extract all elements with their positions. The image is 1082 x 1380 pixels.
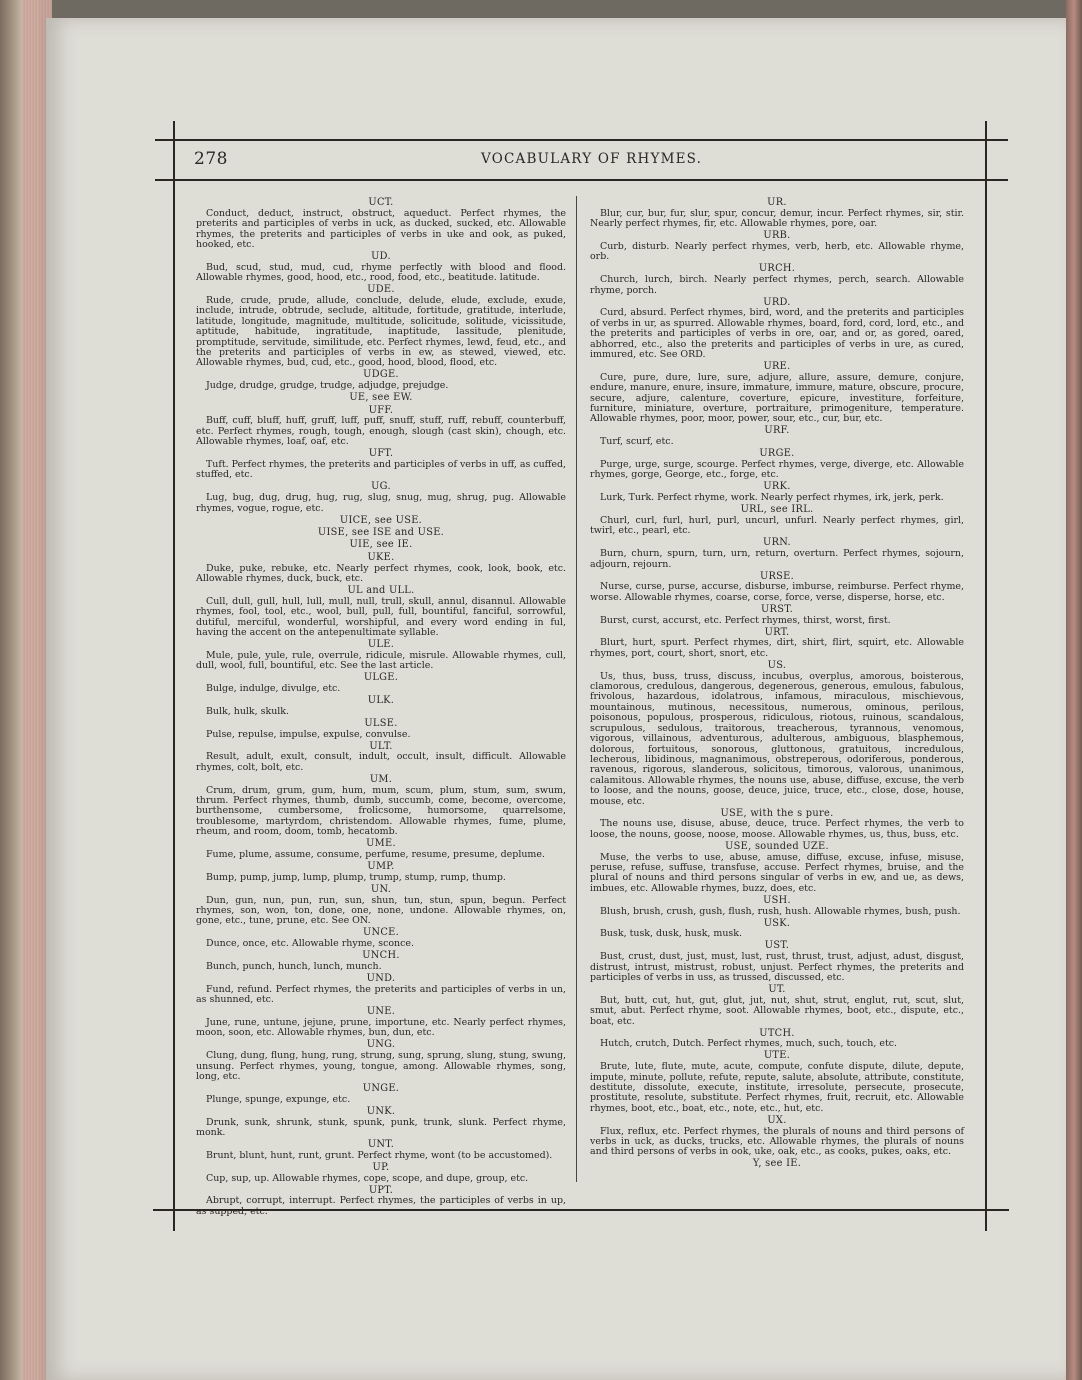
rhyme-entry bbox=[590, 482, 964, 503]
rhyme-entry bbox=[196, 1186, 566, 1218]
rhyme-entry bbox=[196, 1140, 566, 1161]
rhyme-entry bbox=[590, 605, 964, 626]
rhyme-heading: URB. bbox=[763, 230, 791, 242]
rhyme-text: Bulge, indulge, divulge, etc. bbox=[206, 683, 341, 695]
rhyme-text: Muse, the verbs to use, abuse, amuse, diffuse, excuse, infuse, misuse, peruse, refuse, suffuse, transfuse, accuse. Perfect rhymes, bruise, and the plural of nouns and third persons singular of verbs in ew, and ue, as dews, imbues, etc. Allowable rhymes, buzz, does, etc. bbox=[590, 851, 964, 894]
rhyme-text: Clung, dung, flung, hung, rung, strung, sung, sprung, slung, stung, swung, unsung. Perfect rhymes, young, tongue, among. Allowable rhymes, song, long, etc. bbox=[196, 1050, 566, 1083]
rhyme-entry bbox=[590, 426, 964, 447]
rhyme-entry bbox=[590, 628, 964, 660]
rhyme-text: Dun, gun, nun, pun, run, sun, shun, tun, stun, spun, begun. Perfect rhymes, son, won, ton, done, one, none, undone. Allowable rhymes, on, gone, etc., tune, prune, etc. See ON. bbox=[196, 894, 566, 927]
rhyme-text: Church, lurch, birch. Nearly perfect rhymes, perch, search. Allowable rhyme, porch. bbox=[590, 274, 964, 296]
rhyme-entry bbox=[196, 1163, 566, 1184]
rhyme-entry bbox=[590, 1116, 964, 1158]
rhyme-text: June, rune, untune, jejune, prune, importune, etc. Nearly perfect rhymes, moon, soon, etc. Allowable rhymes, bun, dun, etc. bbox=[196, 1017, 566, 1039]
rhyme-heading: UST. bbox=[764, 940, 790, 952]
frame-right-rule bbox=[985, 121, 987, 1231]
rhyme-heading: UTE. bbox=[763, 1050, 791, 1062]
rhyme-entry bbox=[196, 285, 566, 369]
rhyme-heading: UMP. bbox=[367, 861, 395, 873]
rhyme-text: Crum, drum, grum, gum, hum, mum, scum, plum, stum, sum, swum, thrum. Perfect rhymes, thumb, dumb, succumb, come, become, overcome, burthensome, cumbersome, frolicsome, humorsome, quarrelsome, troublesome, martyrdom, christendom. Allowable rhymes, fume, plume, rheum, and room, doom, tomb, hecatomb. bbox=[196, 784, 566, 838]
frame-left-rule bbox=[173, 121, 175, 1231]
rhyme-text: Rude, crude, prude, allude, conclude, delude, elude, exclude, exude, include, intrude, obtrude, seclude, altitude, fortitude, gratitude, interlude, latitude, longitude, magnitude, multitude, solicitude, solitude, vicissitude, aptitude, habitude, ingratitude, inaptitude, lassitude, plenitude, promptitude, servitude, similitude, etc. Perfect rhymes, lewd, feud, etc., and the preterits and participles of verbs in ew, as stewed, viewed, etc. Allowable rhymes, bud, cud, etc., good, hood, blood, flood, etc. bbox=[196, 295, 566, 369]
rhyme-entry bbox=[196, 742, 566, 774]
rhyme-text: But, butt, cut, hut, gut, glut, jut, nut, shut, strut, englut, rut, scut, slut, smut, abut. Perfect rhyme, soot. Allowable rhymes, boot, etc., dispute, etc., boat, etc. bbox=[590, 994, 964, 1027]
rhyme-entry bbox=[196, 862, 566, 883]
rhyme-text: Blush, brush, crush, gush, flush, rush, hush. Allowable rhymes, bush, push. bbox=[600, 905, 961, 917]
rhyme-entry bbox=[196, 482, 566, 514]
rhyme-text: Buff, cuff, bluff, huff, gruff, luff, puff, snuff, stuff, ruff, rebuff, counterbuff, etc. Perfect rhymes, rough, tough, enough, slough (cast skin), chough, etc. Allowable rhymes, loaf, oaf, etc. bbox=[196, 415, 566, 448]
rhyme-entry bbox=[590, 198, 964, 230]
rhyme-heading: UL and ULL. bbox=[347, 585, 415, 597]
rhyme-text: The nouns use, disuse, abuse, deuce, truce. Perfect rhymes, the verb to loose, the nouns, goose, noose, moose. Allowable rhymes, us, thus, buss, etc. bbox=[590, 818, 964, 840]
rhyme-text: Lurk, Turk. Perfect rhyme, work. Nearly perfect rhymes, irk, jerk, perk. bbox=[600, 492, 944, 504]
rhyme-entry bbox=[590, 941, 964, 983]
frame-top-rule bbox=[155, 139, 1008, 141]
rhyme-heading: UG. bbox=[371, 481, 391, 493]
rhyme-entry bbox=[196, 370, 566, 391]
rhyme-heading: UX. bbox=[767, 1114, 787, 1126]
rhyme-heading: ULGE. bbox=[363, 672, 399, 684]
column-separator bbox=[576, 196, 577, 1182]
rhyme-heading: UPT. bbox=[368, 1184, 394, 1196]
rhyme-heading: UKE. bbox=[367, 551, 395, 563]
right-column bbox=[590, 198, 964, 1172]
rhyme-heading: UDE. bbox=[367, 284, 395, 296]
running-title: VOCABULARY OF RHYMES. bbox=[481, 151, 703, 167]
rhyme-entry bbox=[196, 696, 566, 717]
rhyme-entry bbox=[590, 505, 964, 537]
rhyme-heading: UN. bbox=[370, 883, 392, 895]
rhyme-heading: URGE. bbox=[759, 448, 795, 460]
rhyme-heading: UISE, see ISE and USE. bbox=[317, 527, 445, 539]
rhyme-heading: UCT. bbox=[368, 197, 394, 208]
rhyme-heading: URE. bbox=[763, 361, 791, 373]
rhyme-text: Hutch, crutch, Dutch. Perfect rhymes, much, such, touch, etc. bbox=[600, 1038, 898, 1050]
rhyme-heading: UM. bbox=[369, 773, 393, 785]
rhyme-text: Curb, disturb. Nearly perfect rhymes, verb, herb, etc. Allowable rhyme, orb. bbox=[590, 241, 964, 263]
rhyme-heading: USH. bbox=[763, 894, 791, 906]
rhyme-heading: ULE. bbox=[367, 639, 395, 651]
rhyme-heading: UND. bbox=[366, 973, 396, 985]
rhyme-text: Mule, pule, yule, rule, overrule, ridicule, misrule. Allowable rhymes, cull, dull, wool, full, bountiful, etc. See the last article. bbox=[196, 649, 566, 672]
rhyme-entry bbox=[196, 885, 566, 927]
rhyme-text: Burst, curst, accurst, etc. Perfect rhymes, thirst, worst, first. bbox=[600, 614, 891, 626]
rhyme-heading: UICE, see USE. bbox=[339, 514, 423, 526]
rhyme-entry bbox=[590, 449, 964, 481]
rhyme-entry bbox=[590, 298, 964, 361]
rhyme-entry bbox=[196, 406, 566, 448]
rhyme-entry bbox=[590, 231, 964, 263]
rhyme-entry bbox=[590, 538, 964, 570]
rhyme-heading: USE, with the s pure. bbox=[720, 807, 834, 819]
rhyme-entry bbox=[196, 540, 566, 551]
rhyme-entry bbox=[196, 928, 566, 949]
page-number: 278 bbox=[194, 149, 228, 169]
rhyme-heading: UNK. bbox=[366, 1105, 396, 1117]
rhyme-entry bbox=[590, 661, 964, 807]
rhyme-text: Lug, bug, dug, drug, hug, rug, slug, snug, mug, shrug, pug. Allowable rhymes, vogue, rogue, etc. bbox=[196, 492, 566, 514]
rhyme-entry bbox=[196, 198, 566, 250]
rhyme-text: Brunt, blunt, hunt, runt, grunt. Perfect rhyme, wont (to be accustomed). bbox=[206, 1149, 553, 1161]
rhyme-text: Cup, sup, up. Allowable rhymes, cope, scope, and dupe, group, etc. bbox=[206, 1172, 529, 1184]
rhyme-heading: US. bbox=[767, 659, 787, 671]
rhyme-entry bbox=[196, 775, 566, 838]
rhyme-heading: UNGE. bbox=[362, 1083, 400, 1095]
rhyme-entry bbox=[590, 362, 964, 425]
rhyme-entry bbox=[196, 839, 566, 860]
rhyme-heading: UNT. bbox=[367, 1139, 395, 1151]
rhyme-entry bbox=[590, 1029, 964, 1050]
rhyme-text: Cull, dull, gull, hull, lull, mull, null, trull, skull, annul, disannul. Allowable rhymes, fool, tool, etc., wool, bull, pull, full, bountiful, fanciful, sorrowful, dutiful, merciful, wonderful, worshipful, and every word ending in ful, having the accent on the antepenultimate syllable. bbox=[196, 595, 566, 639]
rhyme-entry bbox=[196, 586, 566, 638]
rhyme-heading: USE, sounded UZE. bbox=[725, 840, 829, 852]
rhyme-entry bbox=[196, 553, 566, 585]
rhyme-text: Blurt, hurt, spurt. Perfect rhymes, dirt, shirt, flirt, squirt, etc. Allowable rhymes, port, court, short, snort, etc. bbox=[590, 637, 964, 659]
rhyme-entry bbox=[196, 951, 566, 972]
rhyme-entry bbox=[590, 896, 964, 917]
rhyme-entry bbox=[196, 974, 566, 1006]
rhyme-heading: UNCE. bbox=[362, 927, 400, 939]
rhyme-text: Churl, curl, furl, hurl, purl, uncurl, unfurl. Nearly perfect rhymes, girl, twirl, etc., pearl, etc. bbox=[590, 515, 964, 537]
rhyme-entry bbox=[196, 252, 566, 284]
left-column bbox=[196, 198, 566, 1219]
rhyme-heading: UNG. bbox=[366, 1039, 396, 1051]
rhyme-text: Tuft. Perfect rhymes, the preterits and participles of verbs in uff, as cuffed, stuffed, etc. bbox=[196, 459, 566, 481]
rhyme-heading: USK. bbox=[763, 917, 791, 929]
rhyme-entry bbox=[196, 393, 566, 404]
rhyme-text: Drunk, sunk, shrunk, stunk, spunk, punk, trunk, slunk. Perfect rhyme, monk. bbox=[196, 1116, 566, 1139]
rhyme-text: Us, thus, buss, truss, discuss, incubus, overplus, amorous, boisterous, clamorous, credulous, dangerous, degenerous, generous, emulous, fabulous, frivolous, hazardous, idolatrous, infamous, miraculous, mischievous, mountainous, mutinous, necessitous, numerous, ominous, perilous, poisonous, populous, prosperous, ridiculous, riotous, ruinous, scandalous, scrupulous, sedulous, traitorous, treacherous, tyrannous, venomous, vigorous, villainous, adventurous, adulterous, ambiguous, blasphemous, dolorous, fortuitous, sonorous, gluttonous, gratuitous, incredulous, lecherous, libidinous, magnanimous, obstreperous, odoriferous, ponderous, ravenous, rigorous, slanderous, solicitous, timorous, valorous, unanimous, calamitous. Allowable rhymes, the nouns use, abuse, diffuse, excuse, the verb to loose, and the nouns, goose, deuce, juice, truce, etc., close, dose, house, mouse, etc. bbox=[590, 670, 964, 807]
rhyme-heading: UP. bbox=[372, 1161, 390, 1173]
rhyme-entry bbox=[196, 449, 566, 481]
rhyme-heading: UT. bbox=[768, 983, 786, 995]
rhyme-heading: UR. bbox=[767, 197, 787, 208]
rhyme-entry bbox=[196, 640, 566, 672]
rhyme-entry bbox=[196, 1040, 566, 1082]
rhyme-text: Cure, pure, dure, lure, sure, adjure, allure, assure, demure, conjure, endure, manure, enure, insure, immature, immure, mature, obscure, procure, secure, adjure, calenture, coverture, epicure, investiture, forfeiture, furniture, miniature, overture, portraiture, primogeniture, temperature. Allowable rhymes, poor, moor, power, sour, etc., cur, bur, etc. bbox=[590, 371, 964, 425]
rhyme-heading: URCH. bbox=[758, 263, 796, 275]
rhyme-heading: UIE, see IE. bbox=[349, 539, 413, 551]
rhyme-entry bbox=[590, 842, 964, 894]
rhyme-text: Dunce, once, etc. Allowable rhyme, sconce. bbox=[206, 938, 414, 950]
rhyme-entry bbox=[196, 1084, 566, 1105]
rhyme-text: Bulk, hulk, skulk. bbox=[206, 705, 290, 717]
rhyme-text: Purge, urge, surge, scourge. Perfect rhymes, verge, diverge, etc. Allowable rhymes, gorge, George, etc., forge, etc. bbox=[590, 459, 964, 481]
rhyme-heading: UFF. bbox=[368, 404, 394, 416]
rhyme-heading: ULT. bbox=[369, 740, 393, 752]
rhyme-text: Conduct, deduct, instruct, obstruct, aqueduct. Perfect rhymes, the preterits and participles of verbs in uck, as ducked, sucked, etc. Allowable rhymes, the preterits and participles of verbs in uke and ook, as puked, hooked, etc. bbox=[196, 207, 566, 251]
rhyme-heading: UTCH. bbox=[759, 1027, 795, 1039]
book-right-edge bbox=[1066, 0, 1082, 1380]
rhyme-entry bbox=[590, 1051, 964, 1114]
rhyme-heading: ULK. bbox=[367, 695, 395, 707]
rhyme-heading: UDGE. bbox=[363, 369, 399, 381]
rhyme-text: Abrupt, corrupt, interrupt. Perfect rhymes, the participles of verbs in up, as supped, etc. bbox=[196, 1195, 566, 1217]
rhyme-entry bbox=[196, 1107, 566, 1139]
rhyme-heading: URL, see IRL. bbox=[740, 504, 814, 516]
rhyme-entry bbox=[196, 516, 566, 527]
header-bottom-rule bbox=[155, 179, 1008, 181]
rhyme-heading: UNCH. bbox=[362, 950, 400, 962]
rhyme-text: Bump, pump, jump, lump, plump, trump, stump, rump, thump. bbox=[206, 871, 506, 883]
rhyme-text: Brute, lute, flute, mute, acute, compute, confute dispute, dilute, depute, impute, minute, pollute, refute, repute, salute, absolute, attribute, constitute, destitute, dissolute, execute, institute, irresolute, persecute, prosecute, prostitute, resolute, substitute. Perfect rhymes, fruit, recruit, etc. Allowable rhymes, boot, etc., boat, etc., note, etc., hut, etc. bbox=[590, 1061, 964, 1114]
rhyme-text: Pulse, repulse, impulse, expulse, convulse. bbox=[206, 728, 411, 740]
rhyme-text: Blur, cur, bur, fur, slur, spur, concur, demur, incur. Perfect rhymes, sir, stir. Nearly perfect rhymes, fir, etc. Allowable rhymes, pore, oar. bbox=[590, 207, 964, 230]
rhyme-text: Judge, drudge, grudge, trudge, adjudge, prejudge. bbox=[206, 380, 449, 392]
rhyme-heading: URF. bbox=[764, 425, 790, 437]
rhyme-entry bbox=[590, 264, 964, 296]
rhyme-text: Flux, reflux, etc. Perfect rhymes, the plurals of nouns and third persons of verbs in uck, as ducks, trucks, etc. Allowable rhymes, the plurals of nouns and third persons of verbs in ook, uke, oak, etc., as cooks, pukes, oaks, etc. bbox=[590, 1125, 964, 1158]
rhyme-heading: UFT. bbox=[368, 448, 394, 460]
rhyme-entry bbox=[590, 1159, 964, 1170]
rhyme-heading: URN. bbox=[763, 537, 791, 549]
rhyme-heading: UE, see EW. bbox=[349, 392, 413, 404]
rhyme-text: Busk, tusk, dusk, husk, musk. bbox=[600, 928, 742, 940]
rhyme-text: Bust, crust, dust, just, must, lust, rust, thrust, trust, adjust, adust, disgust, distrust, intrust, mistrust, robust, unjust. Perfect rhymes, the preterits and participles of verbs in uss, as trussed, discussed, etc. bbox=[590, 951, 964, 983]
rhyme-text: Turf, scurf, etc. bbox=[600, 436, 674, 448]
rhyme-entry bbox=[590, 919, 964, 940]
rhyme-entry bbox=[590, 985, 964, 1027]
rhyme-heading: Y, see IE. bbox=[752, 1158, 802, 1170]
rhyme-entry bbox=[196, 673, 566, 694]
rhyme-heading: ULSE. bbox=[364, 717, 398, 729]
rhyme-text: Curd, absurd. Perfect rhymes, bird, word, and the preterits and participles of verbs in ur, as spurred. Allowable rhymes, board, ford, cord, lord, etc., and the preterits and participles of verbs in ore, oar, and or, as gored, oared, abhorred, etc., also the preterits and participles of verbs in ure, as cured, immured, etc. See ORD. bbox=[590, 307, 964, 361]
rhyme-heading: UME. bbox=[366, 838, 396, 850]
rhyme-entry bbox=[196, 1007, 566, 1039]
rhyme-text: Fume, plume, assume, consume, perfume, resume, presume, deplume. bbox=[206, 849, 545, 861]
rhyme-heading: URT. bbox=[764, 626, 790, 638]
rhyme-entry bbox=[196, 719, 566, 740]
rhyme-heading: URK. bbox=[763, 481, 791, 493]
rhyme-text: Duke, puke, rebuke, etc. Nearly perfect rhymes, cook, look, book, etc. Allowable rhymes, duck, buck, etc. bbox=[196, 562, 566, 585]
rhyme-text: Result, adult, exult, consult, indult, occult, insult, difficult. Allowable rhymes, colt, bolt, etc. bbox=[196, 751, 566, 773]
rhyme-entry bbox=[196, 528, 566, 539]
rhyme-heading: URST. bbox=[760, 603, 794, 615]
rhyme-heading: UNE. bbox=[366, 1006, 396, 1018]
rhyme-text: Burn, churn, spurn, turn, urn, return, overturn. Perfect rhymes, sojourn, adjourn, rejourn. bbox=[590, 548, 964, 570]
rhyme-heading: URSE. bbox=[759, 570, 795, 582]
rhyme-entry bbox=[590, 572, 964, 604]
rhyme-text: Bud, scud, stud, mud, cud, rhyme perfectly with blood and flood. Allowable rhymes, good, hood, etc., rood, food, etc., beatitude. latitude. bbox=[196, 261, 566, 284]
rhyme-text: Plunge, spunge, expunge, etc. bbox=[206, 1093, 351, 1105]
rhyme-entry bbox=[590, 809, 964, 841]
rhyme-text: Nurse, curse, purse, accurse, disburse, imburse, reimburse. Perfect rhyme, worse. Allowable rhymes, coarse, corse, force, verse, disperse, horse, etc. bbox=[590, 581, 964, 603]
rhyme-heading: URD. bbox=[763, 296, 791, 308]
rhyme-heading: UD. bbox=[371, 251, 391, 263]
rhyme-text: Fund, refund. Perfect rhymes, the preterits and participles of verbs in un, as shunned, etc. bbox=[196, 983, 566, 1006]
rhyme-text: Bunch, punch, hunch, lunch, munch. bbox=[206, 961, 382, 973]
